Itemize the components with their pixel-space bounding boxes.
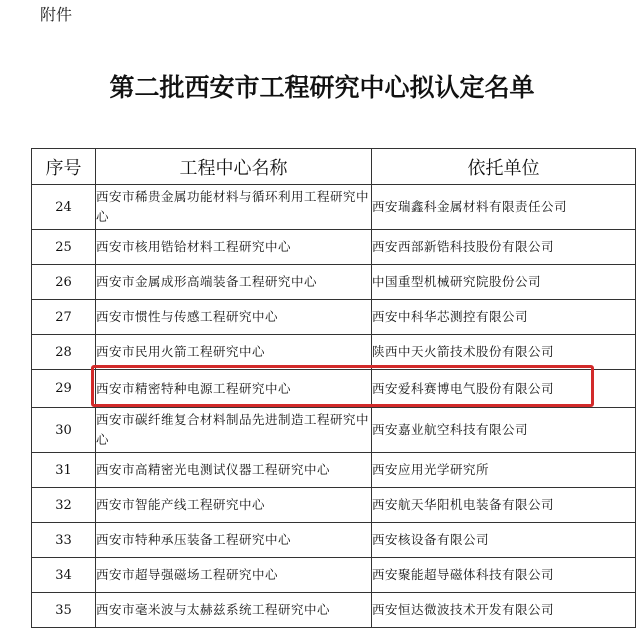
row-index: 35 <box>32 593 96 628</box>
header-index: 序号 <box>32 149 96 185</box>
table-row <box>32 230 636 265</box>
row-name: 西安市碳纤维复合材料制品先进制造工程研究中心 <box>96 408 372 453</box>
row-index: 32 <box>32 488 96 523</box>
table-row <box>32 593 636 628</box>
row-index: 24 <box>32 185 96 230</box>
row-index: 28 <box>32 335 96 370</box>
row-index: 31 <box>32 453 96 488</box>
row-name: 西安市稀贵金属功能材料与循环利用工程研究中心 <box>96 185 372 230</box>
row-index: 25 <box>32 230 96 265</box>
table-row <box>32 335 636 370</box>
row-org: 西安嘉业航空科技有限公司 <box>372 408 636 453</box>
table-row <box>32 408 636 453</box>
row-org: 陕西中天火箭技术股份有限公司 <box>372 335 636 370</box>
attachment-label: 附件 <box>40 5 73 24</box>
row-org: 西安恒达微波技术开发有限公司 <box>372 593 636 628</box>
table-row <box>32 265 636 300</box>
table-row <box>32 558 636 593</box>
row-name: 西安市民用火箭工程研究中心 <box>96 335 372 370</box>
table-row-highlighted <box>32 370 636 408</box>
table-header-row <box>32 149 636 185</box>
row-index: 26 <box>32 265 96 300</box>
row-index: 33 <box>32 523 96 558</box>
table-row <box>32 453 636 488</box>
row-index: 27 <box>32 300 96 335</box>
row-org: 西安聚能超导磁体科技有限公司 <box>372 558 636 593</box>
table-row <box>32 523 636 558</box>
row-org: 西安瑞鑫科金属材料有限责任公司 <box>372 185 636 230</box>
row-name: 西安市精密特种电源工程研究中心 <box>96 370 372 408</box>
row-org: 西安中科华芯测控有限公司 <box>372 300 636 335</box>
row-index: 30 <box>32 408 96 453</box>
row-name: 西安市高精密光电测试仪器工程研究中心 <box>96 453 372 488</box>
row-name: 西安市超导强磁场工程研究中心 <box>96 558 372 593</box>
row-index: 29 <box>32 370 96 408</box>
document-title: 第二批西安市工程研究中心拟认定名单 <box>109 73 535 102</box>
row-name: 西安市惯性与传感工程研究中心 <box>96 300 372 335</box>
row-name: 西安市智能产线工程研究中心 <box>96 488 372 523</box>
row-org: 西安航天华阳机电装备有限公司 <box>372 488 636 523</box>
row-name: 西安市金属成形高端装备工程研究中心 <box>96 265 372 300</box>
row-org: 中国重型机械研究院股份公司 <box>372 265 636 300</box>
row-org: 西安爱科赛博电气股份有限公司 <box>372 370 636 408</box>
header-name: 工程中心名称 <box>96 149 372 185</box>
roster-table <box>31 148 636 628</box>
header-org: 依托单位 <box>372 149 636 185</box>
table-row <box>32 300 636 335</box>
row-name: 西安市核用锆铪材料工程研究中心 <box>96 230 372 265</box>
row-org: 西安核设备有限公司 <box>372 523 636 558</box>
row-name: 西安市特种承压装备工程研究中心 <box>96 523 372 558</box>
row-org: 西安应用光学研究所 <box>372 453 636 488</box>
table-row <box>32 488 636 523</box>
row-org: 西安西部新锆科技股份有限公司 <box>372 230 636 265</box>
row-name: 西安市毫米波与太赫兹系统工程研究中心 <box>96 593 372 628</box>
table-row <box>32 185 636 230</box>
row-index: 34 <box>32 558 96 593</box>
